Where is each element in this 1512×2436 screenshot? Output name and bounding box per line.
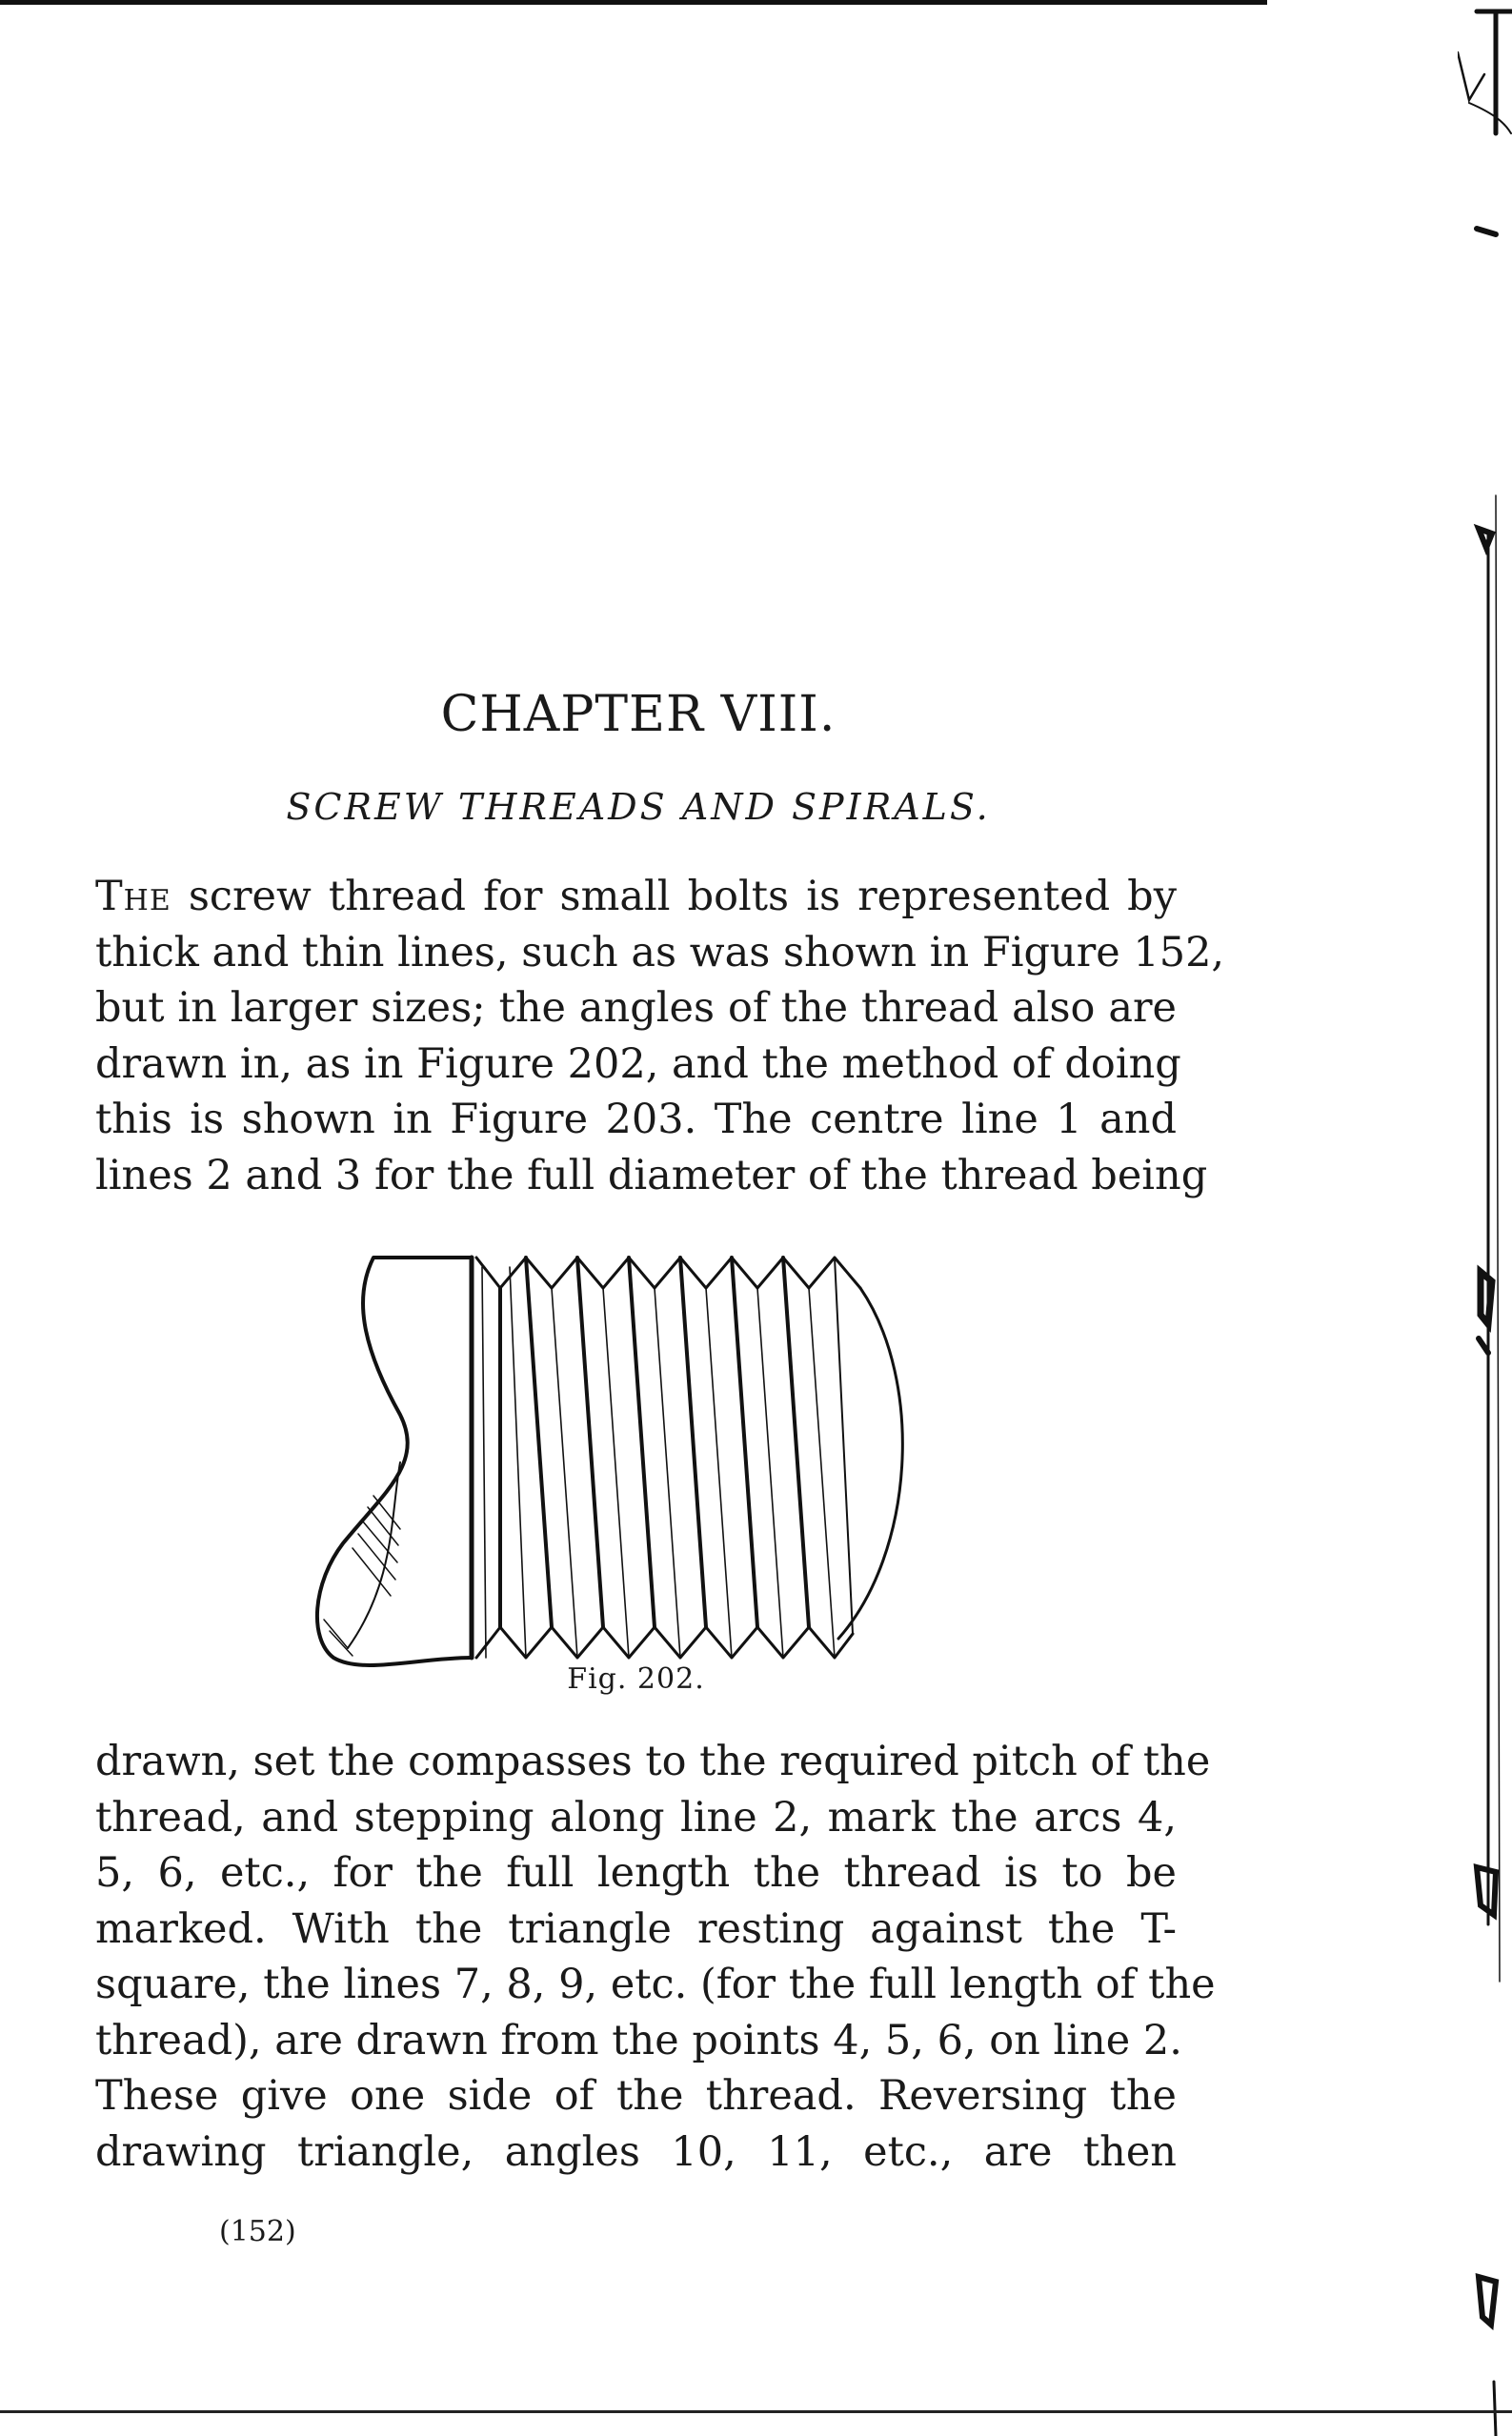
binding-t-mark — [1477, 11, 1512, 133]
bottom-rule — [0, 2410, 1512, 2413]
paragraph-2-line: thread), are drawn from the points 4, 5, 6, on line 2. — [95, 2016, 1182, 2064]
screw-thread-figure — [305, 1238, 991, 1677]
section-title: SCREW THREADS AND SPIRALS. — [286, 786, 991, 828]
thread-root-lines — [482, 1267, 835, 1658]
thread-bottom-zigzag — [476, 1627, 853, 1658]
paragraph-2-line: drawing triangle, angles 10, 11, etc., are then — [95, 2127, 1177, 2176]
paragraph-1 — [95, 869, 1225, 1203]
binding-blot — [1477, 1867, 1496, 1915]
paragraph-1-line: The screw thread for small bolts is represented by — [95, 873, 1177, 920]
binding-blot — [1479, 529, 1492, 548]
corner-stroke — [1469, 103, 1511, 133]
bolt-head-shade — [348, 1462, 400, 1648]
paragraph-1-line: lines 2 and 3 for the full diameter of the thread being — [95, 1151, 1208, 1199]
tick-mark — [1458, 52, 1484, 100]
page-number: (152) — [219, 2215, 296, 2248]
paragraph-1-line: this is shown in Figure 203. The centre line 1 and — [95, 1096, 1177, 1143]
thread-crest-lines — [500, 1258, 809, 1627]
chapter-title: CHAPTER VIII. — [440, 686, 837, 743]
bolt-head-outline — [317, 1258, 472, 1665]
binding-mark — [1477, 229, 1496, 234]
paragraph-1-line: drawn in, as in Figure 202, and the method of doing — [95, 1039, 1181, 1088]
paragraph-2 — [95, 1734, 1216, 2180]
paragraph-2-line: marked. With the triangle resting against the T- — [95, 1904, 1177, 1953]
figure-caption: Fig. 202. — [567, 1662, 705, 1696]
screw-thread-drawing — [305, 1238, 991, 1677]
paragraph-2-line: 5, 6, etc., for the full length the thread is to be — [95, 1849, 1177, 1897]
bolt-end-chamfer — [835, 1258, 853, 1634]
binding-blot — [1479, 2277, 1496, 2325]
binding-edge-line — [1496, 495, 1500, 1982]
paragraph-2-line: These give one side of the thread. Reversing the — [95, 2072, 1177, 2120]
binding-mark — [1494, 2382, 1496, 2436]
paragraph-2-line: drawn, set the compasses to the required pitch of the — [95, 1738, 1211, 1785]
thread-top-zigzag — [476, 1258, 860, 1288]
paragraph-1-line: thick and thin lines, such as was shown in Figure 152, — [95, 928, 1225, 976]
paragraph-2-line: square, the lines 7, 8, 9, etc. (for the full length of the — [95, 1961, 1216, 2008]
top-rule — [0, 0, 1267, 5]
binding-edge — [1458, 0, 1512, 2436]
paragraph-2-line: thread, and stepping along line 2, mark the arcs 4, — [95, 1793, 1177, 1842]
paragraph-1-line: but in larger sizes; the angles of the thread also are — [95, 984, 1177, 1032]
bolt-end-arc — [838, 1288, 902, 1639]
lead-word: The — [95, 873, 171, 920]
binding-blot — [1481, 1272, 1492, 1324]
